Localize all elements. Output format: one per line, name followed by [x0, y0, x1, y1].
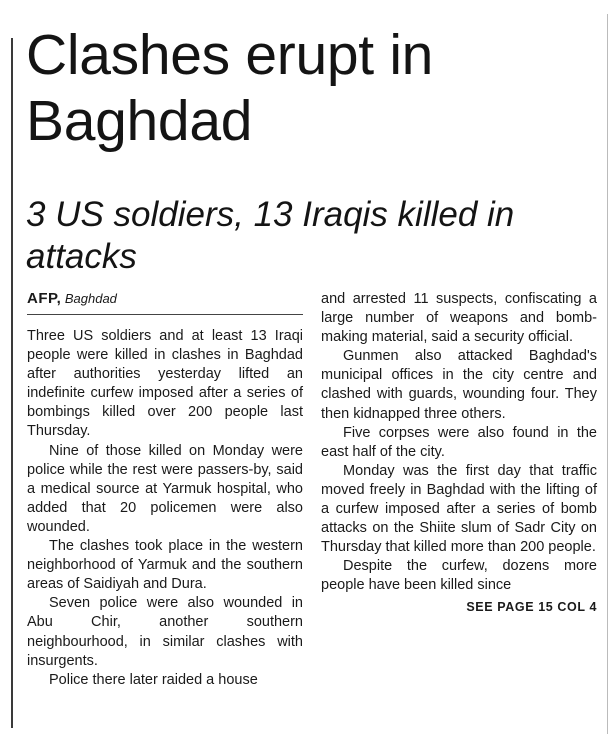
article-column-2 [321, 290, 597, 615]
article-column-1 [27, 327, 303, 690]
byline-rule [27, 314, 303, 315]
article-paragraph: Seven police were also wounded in Abu Chir, another southern neighbourhood, in similar clashes with insurgents. [27, 595, 303, 669]
headline: Clashes erupt in Baghdad [26, 23, 434, 153]
article-paragraph-continued: and arrested 11 suspects, confiscating a large number of weapons and bomb-making material, said a security official. [321, 291, 597, 346]
continuation-jump-line[interactable]: SEE PAGE 15 COL 4 [466, 599, 597, 614]
article-paragraph: Despite the curfew, dozens more people have been killed since [321, 558, 597, 594]
article-paragraph: Nine of those killed on Monday were police while the rest were passers-by, said a medical source at Yarmuk hospital, who added that 20 policemen were also wounded. [27, 442, 303, 535]
article-paragraph: Police there later raided a house [49, 671, 258, 688]
byline-location: Baghdad [64, 291, 117, 306]
subheadline: 3 US soldiers, 13 Iraqis killed in attacks [26, 195, 515, 276]
right-page-edge-rule [607, 14, 608, 734]
byline [27, 291, 303, 307]
left-column-rule [11, 38, 13, 728]
article-paragraph: Five corpses were also found in the east half of the city. [321, 424, 597, 460]
byline-agency: AFP, [27, 290, 62, 307]
article-paragraph: Gunmen also attacked Baghdad's municipal offices in the city centre and clashed with guards, wounding four. They then kidnapped three others. [321, 348, 597, 422]
article-paragraph: Three US soldiers and at least 13 Iraqi people were killed in clashes in Baghdad after authorities yesterday lifted an indefinite curfew imposed after a series of bombings killed over 200 people last Thursday. [27, 328, 303, 440]
article-paragraph: Monday was the first day that traffic moved freely in Baghdad with the lifting of a curfew imposed after a series of bomb attacks on the Shiite slum of Sadr City on Thursday that killed more than 200 people. [321, 462, 597, 556]
article-paragraph: The clashes took place in the western neighborhood of Yarmuk and the southern areas of Saidiyah and Dura. [27, 538, 303, 593]
